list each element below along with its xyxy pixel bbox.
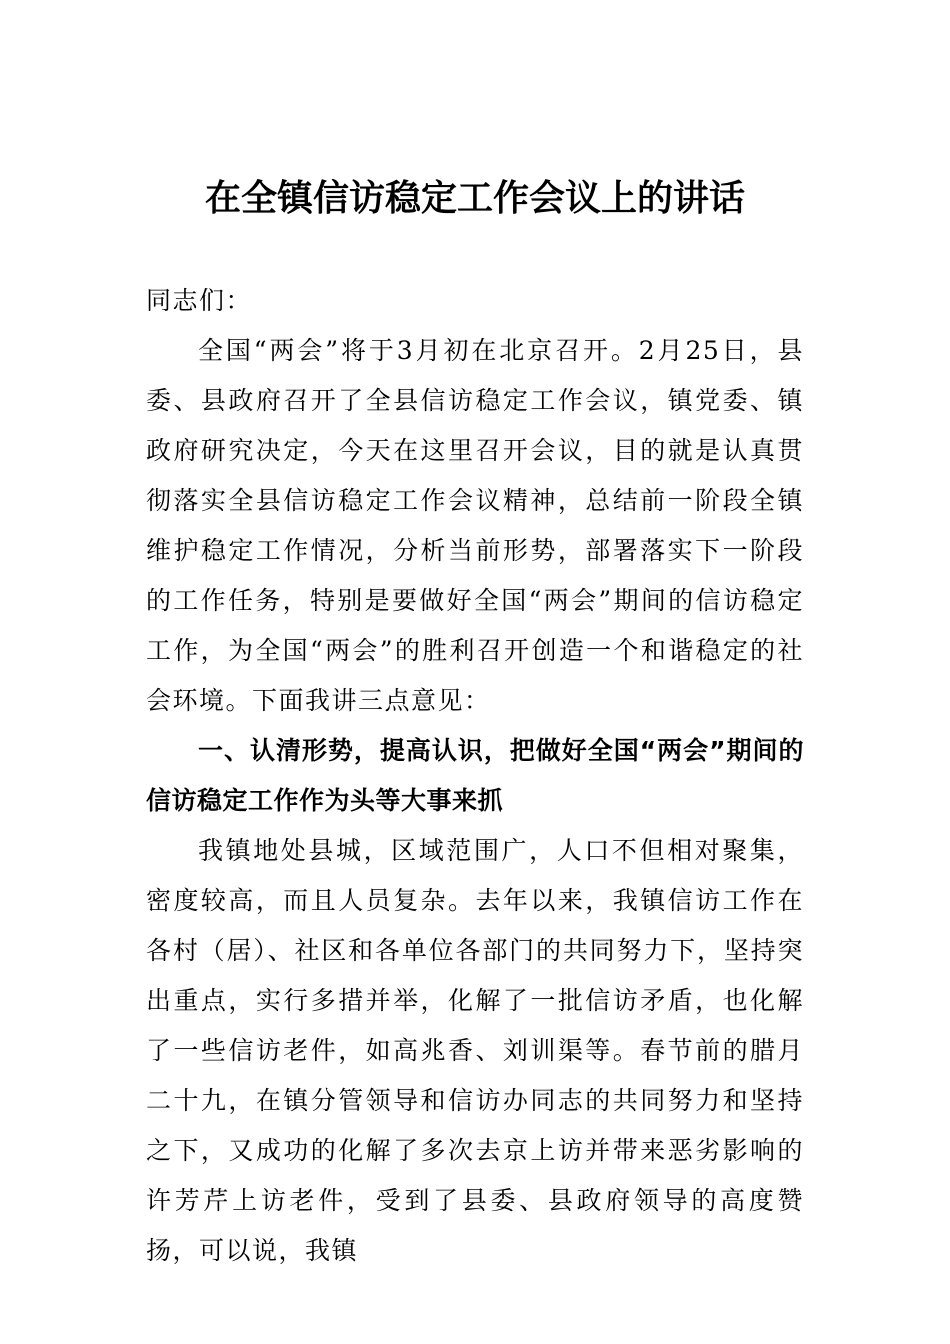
intro-paragraph: 全国“两会”将于3月初在北京召开。2月25日，县委、县政府召开了全县信访稳定工作会议，镇党委、镇政府研究决定，今天在这里召开会议，目的就是认真贯彻落实全县信访稳定工作会议精神，总结前一阶段全镇维护稳定工作情况，分析当前形势，部署落实下一阶段的工作任务，特别是要做好全国“两会”期间的信访稳定工作，为全国“两会”的胜利召开创造一个和谐稳定的社会环境。下面我讲三点意见：: [146, 336, 804, 715]
section-heading: 一、认清形势，提高认识，把做好全国“两会”期间的信访稳定工作作为头等大事来抓: [146, 736, 804, 815]
document-body: [146, 276, 804, 1276]
section-paragraph: 我镇地处县城，区域范围广，人口不但相对聚集，密度较高，而且人员复杂。去年以来，我镇信访工作在各村（居）、社区和各单位各部门的共同努力下，坚持突出重点，实行多措并举，化解了一批信访矛盾，也化解了一些信访老件，如高兆香、刘训渠等。春节前的腊月二十九，在镇分管领导和信访办同志的共同努力和坚持之下，又成功的化解了多次去京上访并带来恶劣影响的许芳芹上访老件，受到了县委、县政府领导的高度赞扬，可以说，我镇: [146, 836, 804, 1265]
document-title: 在全镇信访稳定工作会议上的讲话: [204, 177, 745, 219]
salutation: 同志们：: [146, 286, 253, 315]
